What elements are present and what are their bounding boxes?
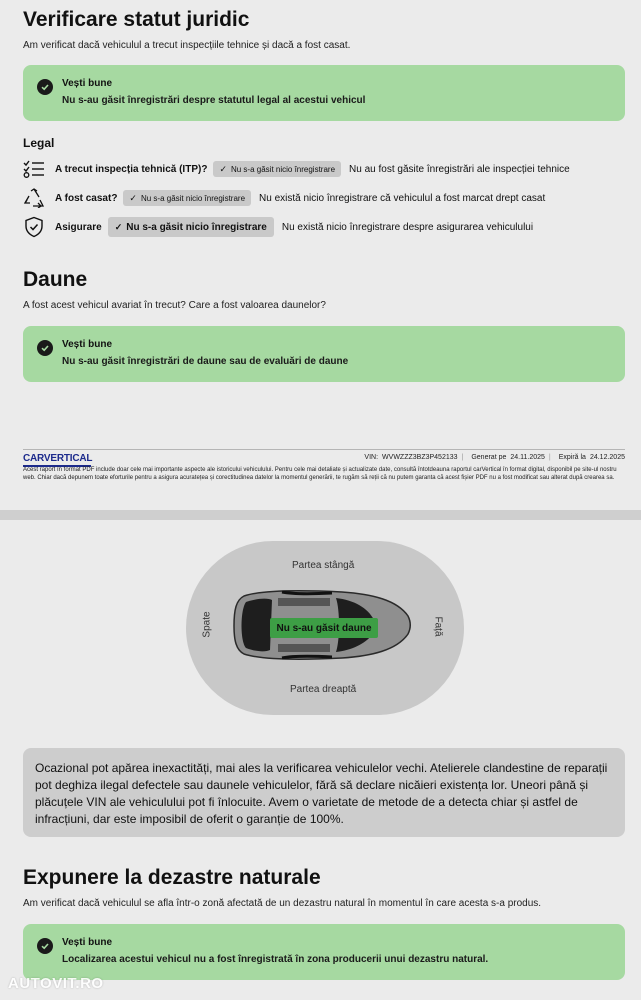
car-side-right-label: Partea dreaptă xyxy=(290,684,357,695)
autovit-watermark: AUTOVIT.RO xyxy=(8,975,104,992)
vin-label: VIN: xyxy=(364,454,379,461)
car-rear-label: Spate xyxy=(201,611,213,638)
legal-section-label: Legal xyxy=(23,136,55,150)
good-news-title: Vești bune xyxy=(62,937,113,948)
footer-meta: VIN: WVWZZZ3BZ3P452133 | Generat pe 24.11.2025 | Expiră la 24.12.2025 xyxy=(364,454,625,461)
inaccuracy-note: Ocazional pot apărea inexactități, mai ales la verificarea vehiculelor vechi. Atelierele clandestine de reparații pot deghiza ilegal defectele sau daunele vehiculelor, fără să declare nicăieri existența lor. Uneori până și plăcuțele VIN ale vehiculului pot fi înlocuite. Avem o varietate de metode de a detecta chiar și astfel de infracțiuni, dar este imposibil de oferit o garanție de 100%. xyxy=(23,748,625,837)
legal-row-label: A fost casat? xyxy=(55,192,118,204)
legal-row-label: A trecut inspecția tehnică (ITP)? xyxy=(55,163,208,175)
shield-check-icon xyxy=(23,216,49,238)
generated-date: 24.11.2025 xyxy=(510,454,545,461)
status-badge-text: Nu s-a găsit nicio înregistrare xyxy=(230,164,336,174)
legal-row-scrapped xyxy=(23,187,545,209)
disaster-title: Expunere la dezastre naturale xyxy=(23,866,321,889)
good-news-title: Vești bune xyxy=(62,339,113,350)
legal-good-news-box xyxy=(23,65,625,121)
good-news-title: Vești bune xyxy=(62,78,113,89)
generated-label: Generat pe xyxy=(471,454,507,461)
vin-value: WVWZZZ3BZ3P452133 xyxy=(382,454,458,461)
legal-row-desc: Nu există nicio înregistrare despre asigurarea vehiculului xyxy=(281,221,534,233)
legal-row-itp xyxy=(23,158,570,180)
expires-label: Expiră la xyxy=(558,454,586,461)
footer-disclaimer: Acest raport în format PDF include doar cele mai importante aspecte ale istoricului vehiculului. Pentru cele mai detaliate și actualizate date, consultă întotdeauna raportul carVertical în format digital, disponibil pe site-ul nostru web. Chiar dacă depunem toate eforturile pentru a asigura acuratețea și corectitudinea datelor la momentul generării, te rugăm să reții că nu putem garanta că acest fișier PDF nu a fost modificat sau alterat după crearea sa. xyxy=(23,467,617,481)
good-news-text: Localizarea acestui vehicul nu a fost înregistrată în zona producerii unui dezastru natural. xyxy=(62,954,489,965)
footer-divider xyxy=(23,449,625,450)
status-badge-text: Nu s-a găsit nicio înregistrare xyxy=(126,221,267,233)
logo-text: CARVERTICAL xyxy=(23,453,93,464)
damage-subtitle: A fost acest vehicul avariat în trecut? Care a fost valoarea daunelor? xyxy=(23,300,326,311)
carvertical-logo xyxy=(23,453,92,467)
disaster-good-news-box xyxy=(23,924,625,980)
car-side-left-label: Partea stângă xyxy=(292,560,355,571)
damage-title: Daune xyxy=(23,268,88,291)
legal-row-insurance xyxy=(23,216,533,238)
legal-status-subtitle: Am verificat dacă vehiculul a trecut inspecțiile tehnice și dacă a fost casat. xyxy=(23,40,351,51)
no-damage-badge: Nu s-au găsit daune xyxy=(270,618,378,638)
status-badge: ✓ Nu s-a găsit nicio înregistrare xyxy=(123,190,251,206)
check-circle-icon xyxy=(37,340,53,356)
status-badge: ✓ Nu s-a găsit nicio înregistrare xyxy=(213,161,341,177)
recycle-icon xyxy=(23,187,49,209)
legal-status-title: Verificare statut juridic xyxy=(23,8,250,31)
status-badge: ✓ Nu s-a găsit nicio înregistrare xyxy=(108,217,274,237)
page-separator xyxy=(0,510,641,520)
legal-row-label: Asigurare xyxy=(55,221,102,233)
good-news-text: Nu s-au găsit înregistrări de daune sau de evaluări de daune xyxy=(62,356,349,367)
expires-date: 24.12.2025 xyxy=(589,454,625,461)
car-front-label: Față xyxy=(432,616,444,637)
disaster-subtitle: Am verificat dacă vehiculul se afla într-o zonă afectată de un dezastru natural în momentul în care acesta s-a produs. xyxy=(23,898,542,909)
good-news-text: Nu s-au găsit înregistrări despre statutul legal al acestui vehicul xyxy=(62,95,366,106)
check-circle-icon xyxy=(37,938,53,954)
check-circle-icon xyxy=(37,79,53,95)
damage-good-news-box xyxy=(23,326,625,382)
status-badge-text: Nu s-a găsit nicio înregistrare xyxy=(140,193,246,203)
legal-row-desc: Nu există nicio înregistrare că vehiculul a fost marcat drept casat xyxy=(259,192,546,204)
legal-row-desc: Nu au fost găsite înregistrări ale inspecției tehnice xyxy=(349,163,570,175)
checklist-icon xyxy=(23,158,49,180)
